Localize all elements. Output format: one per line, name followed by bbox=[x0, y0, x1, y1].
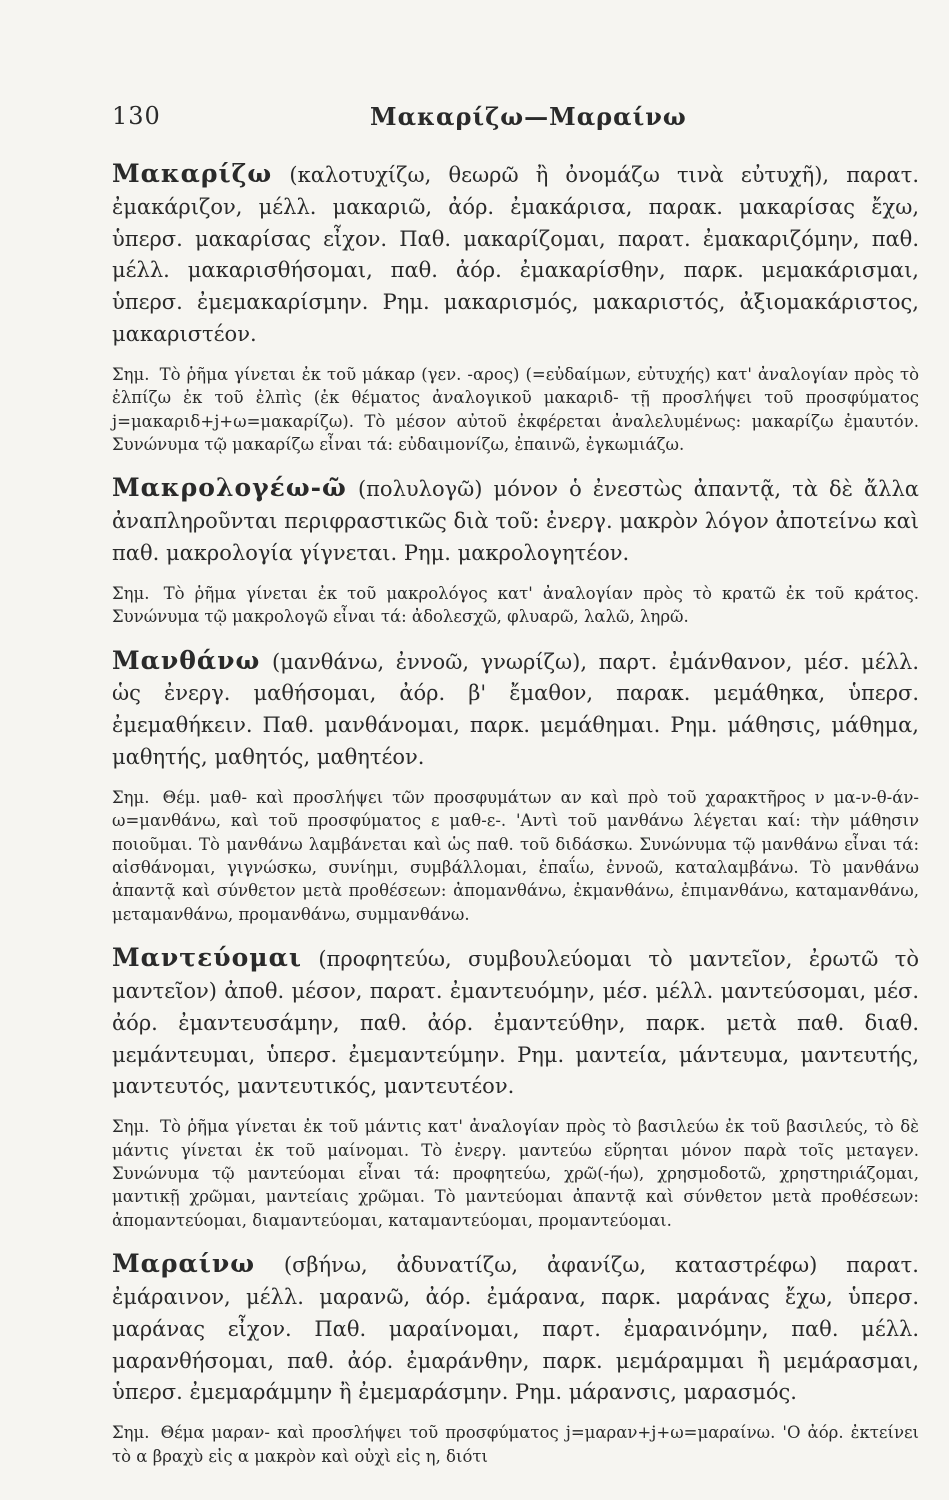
entry-note bbox=[112, 582, 919, 629]
headword: Μακαρίζω bbox=[112, 159, 273, 188]
entry-manthano bbox=[112, 645, 919, 927]
note-text: Θέμα μαραν- καὶ προσλήψει τοῦ προσφύματος j=μαραν+j+ω=μαραίνω. 'Ο ἀόρ. ἐκτείνει τὸ α βραχὺ εἰς α μακρὸν καὶ οὐχὶ εἰς η, διότι bbox=[112, 1423, 919, 1466]
note-label: Σημ. bbox=[112, 1117, 150, 1137]
entry-body: (προφητεύω, συμβουλεύομαι τὸ μαντεῖον, ἐρωτῶ τὸ μαντεῖον) ἀποθ. μέσον, παρατ. ἐμαντευόμην, μέσ. μέλλ. μαντεύσομαι, μέσ. ἀόρ. ἐμαντευσάμην, παθ. ἀόρ. ἐμαντεύθην, παρκ. μετὰ παθ. διαθ. μεμάντευμαι, ὑπερσ. ἐμεμαντεύμην. Ρημ. μαντεία, μάντευμα, μαντευτής, μαντευτός, μαντευτικός, μαντευτέον. bbox=[112, 947, 919, 1099]
headword: Μαραίνω bbox=[112, 1249, 256, 1279]
note-label: Σημ. bbox=[112, 364, 150, 384]
entry-text bbox=[112, 645, 919, 774]
entry-note bbox=[112, 1421, 919, 1468]
headword: Μαντεύομαι bbox=[112, 943, 302, 973]
entry-maraino bbox=[112, 1248, 919, 1468]
note-label: Σημ. bbox=[112, 583, 150, 603]
page-number: 130 bbox=[112, 102, 161, 130]
headword: Μακρολογέω-ῶ bbox=[112, 473, 347, 503]
entry-note bbox=[112, 363, 919, 457]
note-text: Τὸ ῥῆμα γίνεται ἐκ τοῦ μάντις κατ' ἀναλογίαν πρὸς τὸ βασιλεύω ἐκ τοῦ βασιλεύς, τὸ δὲ μάντις γίνεται ἐκ τοῦ μαίνομαι. Τὸ ἐνεργ. μαντεύω εὕρηται μόνον παρὰ τοῖς μεταγεν. Συνώνυμα τῷ μαντεύομαι εἶναι τά: προφητεύω, χρῶ(-ήω), χρησμοδοτῶ, χρηστηριάζομαι, μαντικῇ χρῶμαι, μαντείαις χρῶμαι. Τὸ μαντεύομαι ἀπαντᾷ καὶ σύνθετον μετὰ προθέσεων: ἀπομαντεύομαι, διαμαντεύομαι, καταμαντεύομαι, προμαντεύομαι. bbox=[112, 1117, 919, 1230]
note-text: Τὸ ῥῆμα γίνεται ἐκ τοῦ μάκαρ (γεν. -αρος) (=εὐδαίμων, εὐτυχής) κατ' ἀναλογίαν πρὸς τὸ ἐλπίζω ἐκ τοῦ ἐλπὶς (ἐκ θέματος ἀναλογικοῦ μακαριδ- τῇ προσλήψει τοῦ προσφύματος j=μακαριδ+j+ω=μακαρίζω). Τὸ μέσον αὐτοῦ ἐκφέρεται ἀναλελυμένως: μακαρίζω ἐμαυτόν. Συνώνυμα τῷ μακαρίζω εἶναι τά: εὐδαιμονίζω, ἐπαινῶ, ἐγκωμιάζω. bbox=[112, 364, 920, 454]
entry-text bbox=[112, 942, 919, 1103]
note-text: Τὸ ῥῆμα γίνεται ἐκ τοῦ μακρολόγος κατ' ἀναλογίαν πρὸς τὸ κρατῶ ἐκ τοῦ κράτος. Συνώνυμα τῷ μακρολογῶ εἶναι τά: ἀδολεσχῶ, φλυαρῶ, λαλῶ, ληρῶ. bbox=[112, 583, 919, 627]
entry-manteuomai bbox=[112, 942, 919, 1232]
entry-text bbox=[112, 1248, 919, 1409]
entry-text bbox=[112, 158, 919, 351]
page-header bbox=[112, 96, 919, 136]
entry-makarizo bbox=[112, 158, 919, 456]
entry-body: (καλοτυχίζω, θεωρῶ ἢ ὀνομάζω τινὰ εὐτυχῆ), παρατ. ἐμακάριζον, μέλλ. μακαριῶ, ἀόρ. ἐμακάρισα, παρακ. μακαρίσας ἔχω, ὑπερσ. μακαρίσας εἶχον. Παθ. μακαρίζομαι, παρατ. ἐμακαριζόμην, παθ. μέλλ. μακαρισθήσομαι, παθ. ἀόρ. ἐμακαρίσθην, παρκ. μεμακάρισμαι, ὑπερσ. ἐμεμακαρίσμην. Ρημ. μακαρισμός, μακαριστός, ἀξιομακάριστος, μακαριστέον. bbox=[112, 163, 919, 346]
entry-makrologeo bbox=[112, 472, 919, 628]
note-label: Σημ. bbox=[112, 787, 150, 807]
entry-body: (μανθάνω, ἐννοῶ, γνωρίζω), παρτ. ἐμάνθανον, μέσ. μέλλ. ὡς ἐνεργ. μαθήσομαι, ἀόρ. β' ἔμαθον, παρακ. μεμάθηκα, ὑπερσ. ἐμεμαθήκειν. Παθ. μανθάνομαι, παρκ. μεμάθημαι. Ρημ. μάθησις, μάθημα, μαθητής, μαθητός, μαθητέον. bbox=[112, 649, 919, 769]
headword: Μανθάνω bbox=[112, 645, 261, 675]
entry-text bbox=[112, 472, 919, 569]
entry-body: (πολυλογῶ) μόνον ὁ ἐνεστὼς ἀπαντᾷ, τὰ δὲ ἄλλα ἀναπληροῦνται περιφραστικῶς διὰ τοῦ: ἐνεργ. μακρὸν λόγον ἀποτείνω καὶ παθ. μακρολογία γίγνεται. Ρημ. μακρολογητέον. bbox=[112, 477, 919, 565]
note-text: Θέμ. μαθ- καὶ προσλήψει τῶν προσφυμάτων αν καὶ πρὸ τοῦ χαρακτῆρος ν μα-ν-θ-άν-ω=μανθάνω, καὶ τοῦ προσφύματος ε μαθ-ε-. 'Αντὶ τοῦ μανθάνω λέγεται καί: τὴν μάθησιν ποιοῦμαι. Τὸ μανθάνω λαμβάνεται καὶ ὡς παθ. τοῦ διδάσκω. Συνώνυμα τῷ μανθάνω εἶναι τά: αἰσθάνομαι, γιγνώσκω, συνίημι, συμβάλλομαι, ἐπαΐω, ἐννοῶ, καταλαμβάνω. Τὸ μανθάνω ἀπαντᾷ καὶ σύνθετον μετὰ προθέσεων: ἀπομανθάνω, ἐκμανθάνω, ἐπιμανθάνω, καταμανθάνω, μεταμανθάνω, προμανθάνω, συμμανθάνω. bbox=[112, 787, 919, 924]
entry-note bbox=[112, 1115, 919, 1232]
note-label: Σημ. bbox=[112, 1423, 150, 1443]
entry-note bbox=[112, 786, 919, 926]
entry-body: (σβήνω, ἀδυνατίζω, ἀφανίζω, καταστρέφω) παρατ. ἐμάραινον, μέλλ. μαρανῶ, ἀόρ. ἐμάρανα, παρκ. μαράνας ἔχω, ὑπερσ. μαράνας εἶχον. Παθ. μαραίνομαι, παρτ. ἐμαραινόμην, παθ. μέλλ. μαρανθήσομαι, παθ. ἀόρ. ἐμαράνθην, παρκ. μεμάραμμαι ἢ μεμάρασμαι, ὑπερσ. ἐμεμαράμμην ἢ ἐμεμαράσμην. Ρημ. μάρανσις, μαρασμός. bbox=[112, 1253, 919, 1405]
running-head: Μακαρίζω—Μαραίνω bbox=[370, 102, 687, 131]
